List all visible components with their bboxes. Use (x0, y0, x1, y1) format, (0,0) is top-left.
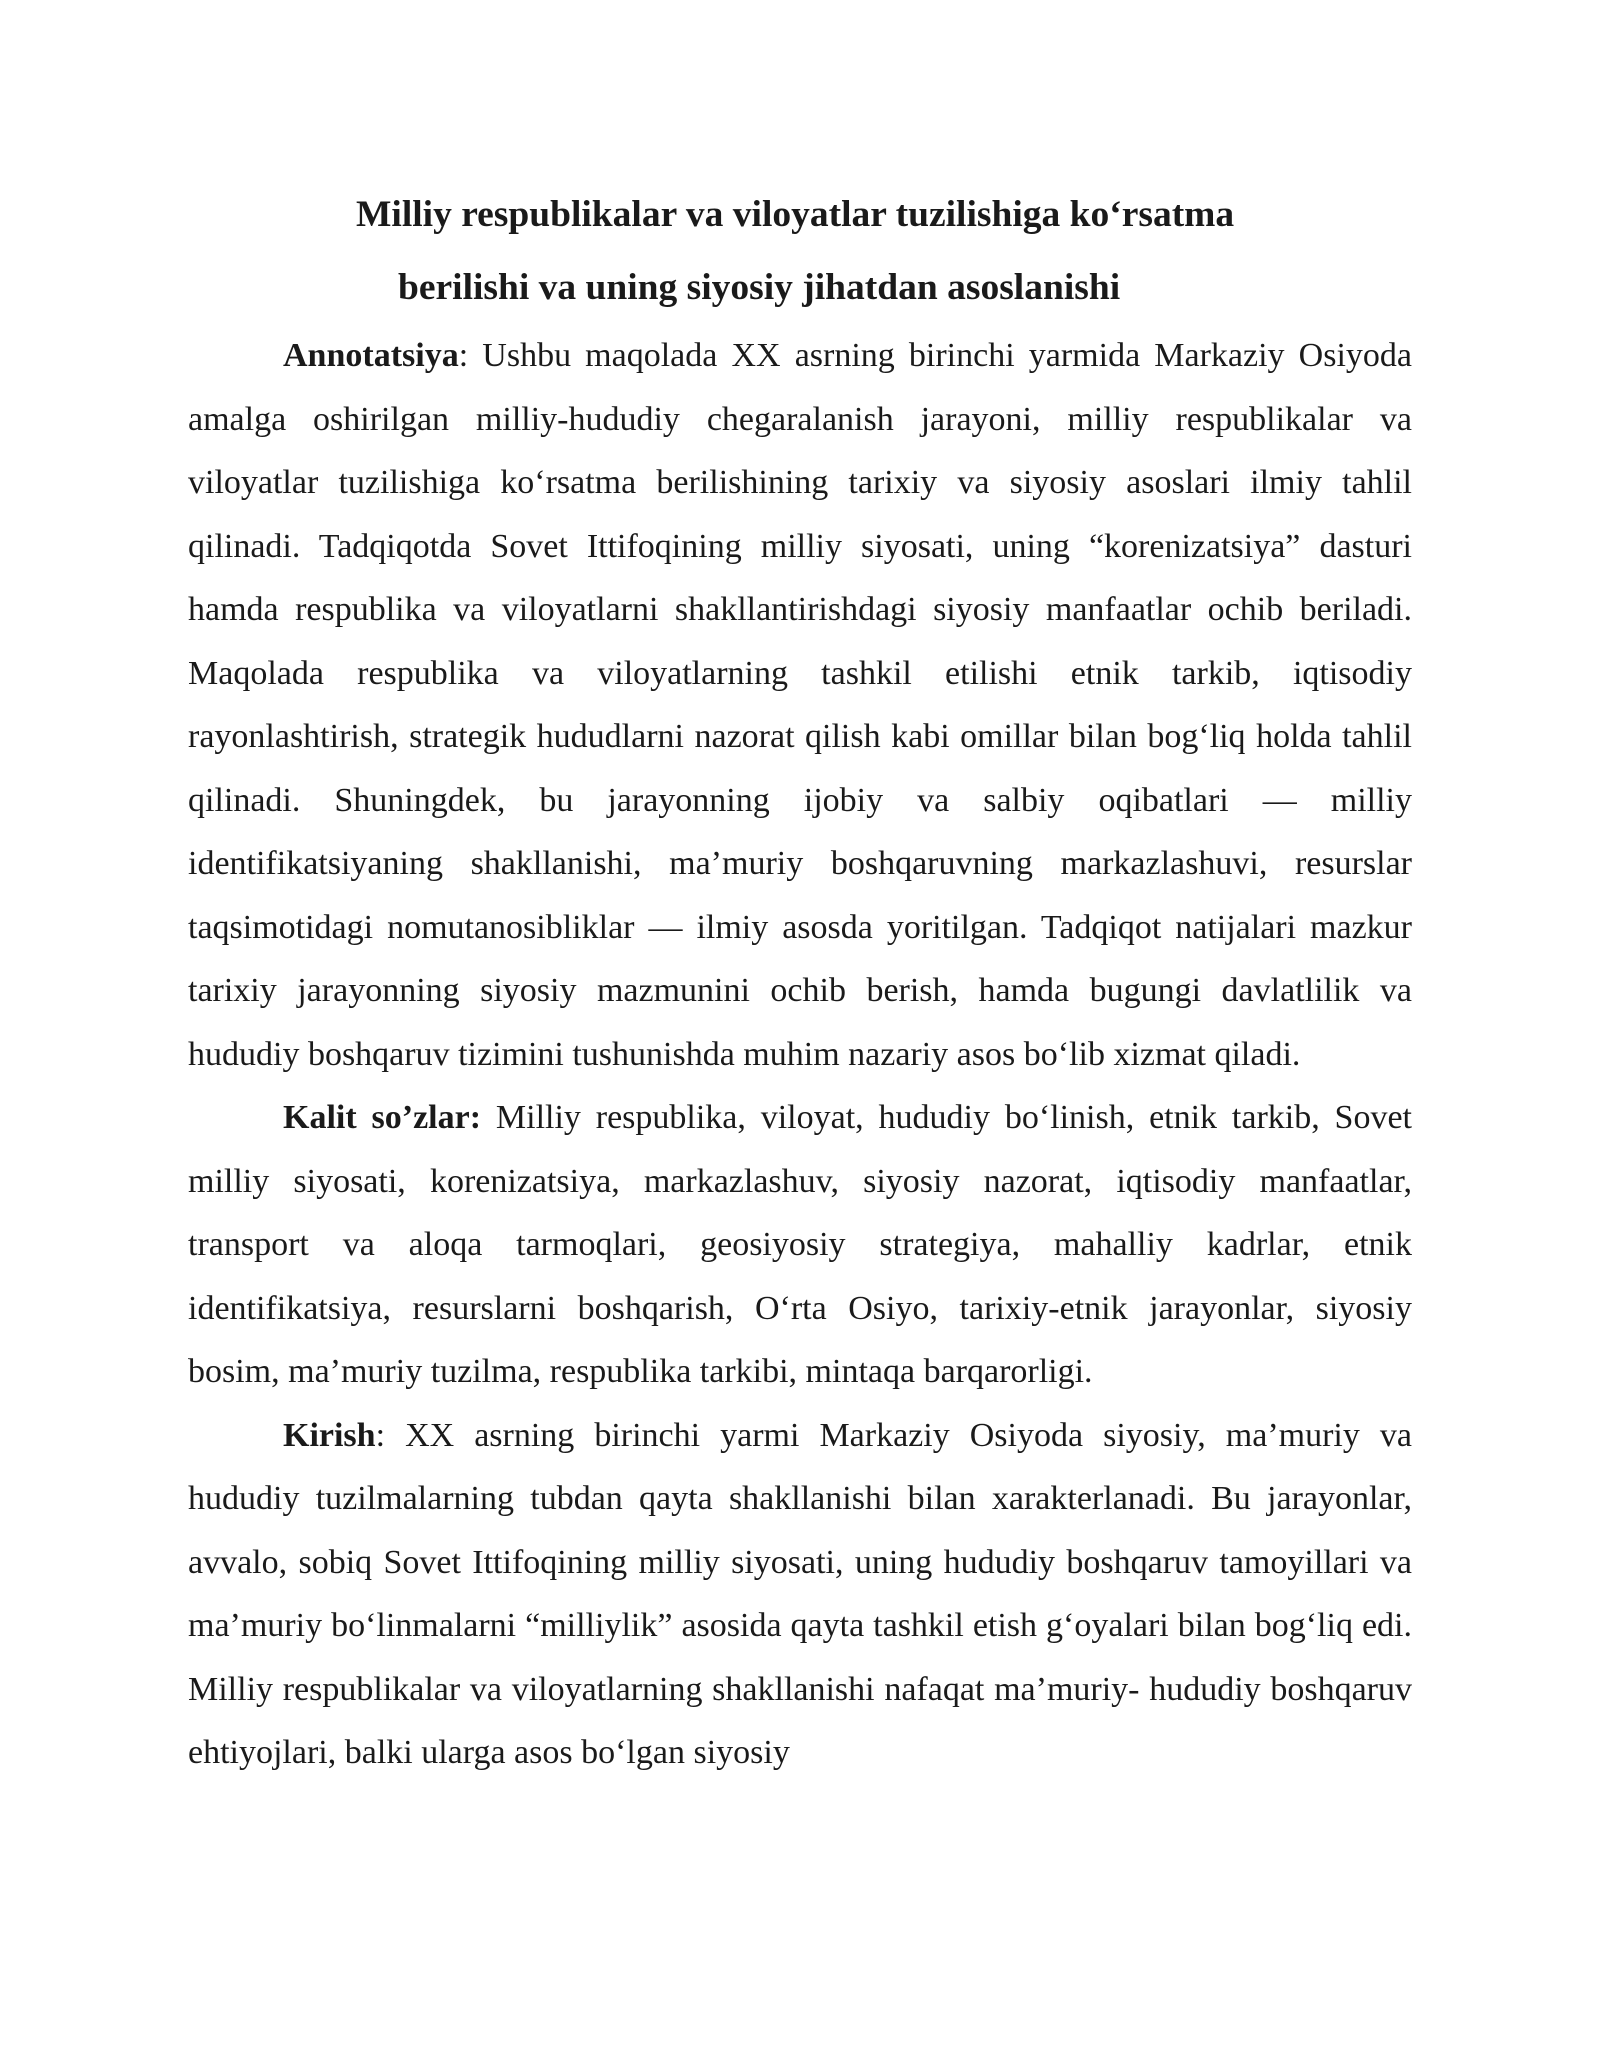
introduction-paragraph (188, 1404, 1412, 1785)
annotation-text: Ushbu maqolada XX asrning birinchi yarmida Markaziy Osiyoda amalga oshirilgan milliy-hududiy chegaralanish jarayoni, milliy respublikalar va viloyatlar tuzilishiga ko‘rsatma berilishining tarixiy va siyosiy asoslari ilmiy tahlil qilinadi. Tadqiqotda Sovet Ittifoqining milliy siyosati, uning “korenizatsiya” dasturi hamda respublika va viloyatlarni shakllantirishdagi siyosiy manfaatlar ochib beriladi. Maqolada respublika va viloyatlarning tashkil etilishi etnik tarkib, iqtisodiy rayonlashtirish, strategik hududlarni nazorat qilish kabi omillar bilan bog‘liq holda tahlil qilinadi. Shuningdek, bu jarayonning ijobiy va salbiy oqibatlari — milliy identifikatsiyaning shakllanishi, ma’muriy boshqaruvning markazlashuvi, resurslar taqsimotidagi nomutanosibliklar — ilmiy asosda yoritilgan. Tadqiqot natijalari mazkur tarixiy jarayonning siyosiy mazmunini ochib berish, hamda bugungi davlatlilik va hududiy boshqaruv tizimini tushunishda muhim nazariy asos bo‘lib xizmat qiladi. (188, 337, 1412, 1073)
annotation-paragraph (188, 324, 1412, 1086)
keywords-text: Milliy respublika, viloyat, hududiy bo‘linish, etnik tarkib, Sovet milliy siyosati, korenizatsiya, markazlashuv, siyosiy nazorat, iqtisodiy manfaatlar, transport va aloqa tarmoqlari, geosiyosiy strategiya, mahalliy kadrlar, etnik identifikatsiya, resurslarni boshqarish, O‘rta Osiyo, tarixiy-etnik jarayonlar, siyosiy bosim, ma’muriy tuzilma, respublika tarkibi, mintaqa barqarorligi. (188, 1099, 1413, 1390)
introduction-text: XX asrning birinchi yarmi Markaziy Osiyoda siyosiy, ma’muriy va hududiy tuzilmalarning tubdan qayta shakllanishi bilan xarakterlanadi. Bu jarayonlar, avvalo, sobiq Sovet Ittifoqining milliy siyosati, uning hududiy boshqaruv tamoyillari va ma’muriy bo‘linmalarni “milliylik” asosida qayta tashkil etish g‘oyalari bilan bog‘liq edi. Milliy respublikalar va viloyatlarning shakllanishi nafaqat ma’muriy- hududiy boshqaruv ehtiyojlari, balki ularga asos bo‘lgan siyosiy (188, 1416, 1412, 1771)
keywords-paragraph (188, 1086, 1412, 1404)
document-page (188, 178, 1412, 1785)
article-title (188, 178, 1412, 324)
annotation-label: Annotatsiya (283, 337, 459, 374)
article-title-line-2: berilishi va uning siyosiy jihatdan asoslanishi (398, 267, 1121, 308)
introduction-label: Kirish (283, 1416, 376, 1454)
keywords-label: Kalit so’zlar: (283, 1099, 482, 1136)
article-title-line-1: Milliy respublikalar va viloyatlar tuzilishiga ko‘rsatma (356, 194, 1235, 235)
keywords-separator (481, 1099, 496, 1136)
introduction-separator: : (375, 1416, 406, 1454)
annotation-separator: : (458, 337, 483, 374)
